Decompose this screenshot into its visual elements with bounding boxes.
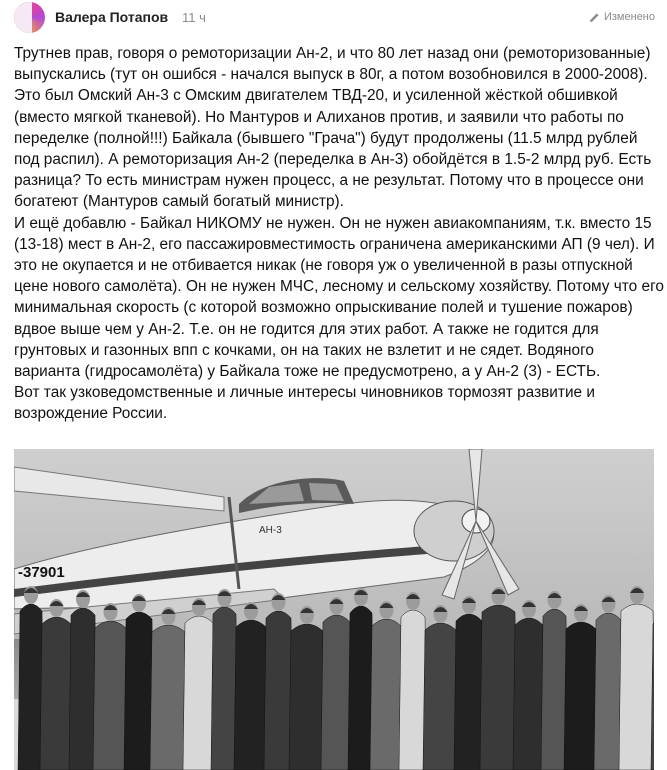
edited-indicator	[589, 11, 655, 23]
post-photo[interactable]	[14, 449, 654, 770]
nose-label: АН-3	[259, 525, 282, 536]
tail-number: -37901	[18, 564, 65, 581]
author-name[interactable]: Валера Потапов	[55, 9, 169, 25]
post-text: Трутнев прав, говоря о ремоторизации Ан-2, и что 80 лет назад они (ремоторизованные) выпускались (тут он ошибся - начался выпуск в 80г, а потом возобновился в 2000-2008). Это был Омский Ан-3 с Омским двигателем ТВД-20, и усиленной жёсткой обшивкой (вместо мягкой тканевой). Но Мантуров и Алиханов против, и заявили что работы по переделке (полной!!!) Байкала (бывшего "Грача") будут продолжены (11.5 млрд рублей под распил). А ремоторизация Ан-2 (переделка в Ан-3) обойдётся в 1.5-2 млрд руб. Есть разница? То есть министрам нужен процесс, а не результат. Потому что в процессе они богатеют (Мантуров самый богатый министр). И ещё добавлю - Байкал НИКОМУ не нужен. Он не нужен авиакомпаниям, т.к. вместо 15 (13-18) мест в Ан-2, его пассажировместимость ограничена американскими АП (9 чел). И это не окупается и не отбивается никак (не говоря уж о увеличенной в разы отпускной цене нового самолёта). Он не нужен МЧС, лесному и сельскому хозяйству. Потому что его минимальная скорость (с которой возможно опрыскивание полей и тушение пожаров) вдвое выше чем у Ан-2. Т.е. он не годится для этих работ. А также не годится для грунтовых и газонных впп с кочками, он на таких не взлетит и не сядет. Водяного варианта (гидросамолёта) у Байкала тоже не предусмотрено, а у Ан-2 (3) - ЕСТЬ. Вот так узковедомственные и личные интересы чиновников тормозят развитие и возрождение России.	[14, 45, 664, 423]
post-header	[0, 0, 667, 36]
post-time[interactable]: 11 ч	[182, 10, 206, 25]
photo-illustration	[14, 449, 654, 770]
crowd	[18, 586, 654, 770]
edited-label: Изменено	[603, 11, 655, 23]
avatar[interactable]	[14, 2, 45, 33]
pencil-icon	[589, 12, 600, 23]
